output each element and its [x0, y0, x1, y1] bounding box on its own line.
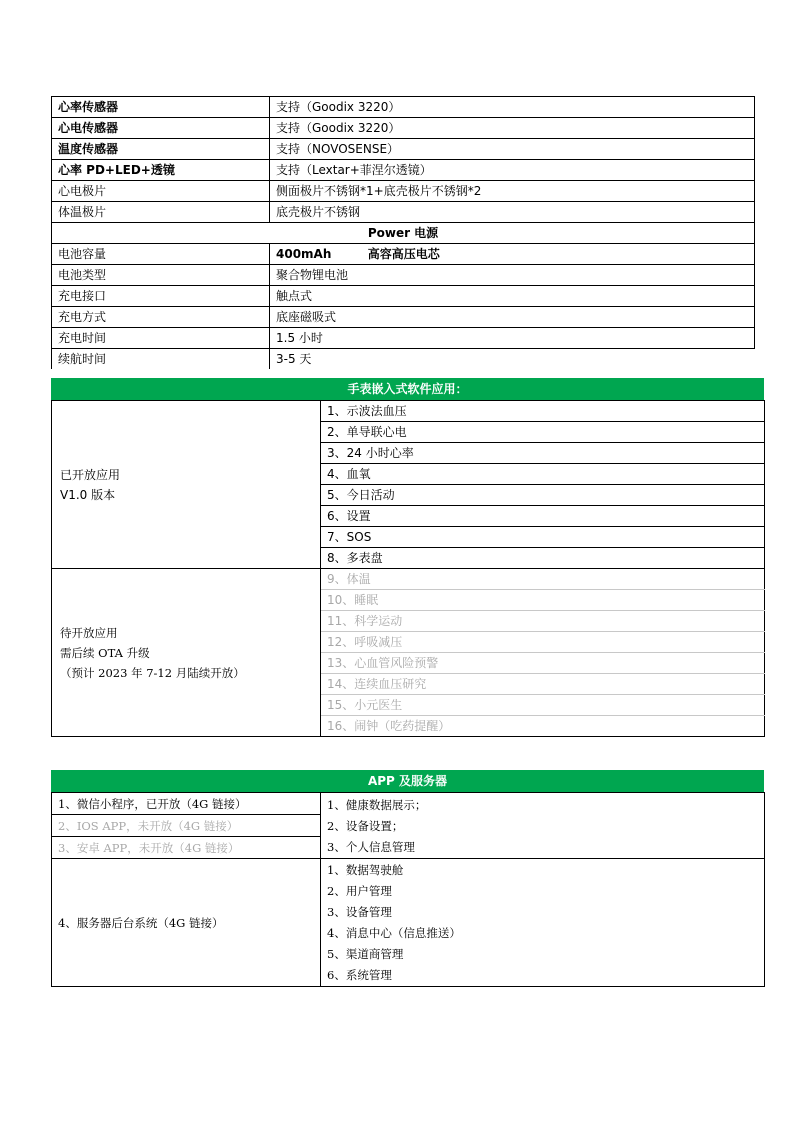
spec-label: 充电方式 — [52, 307, 270, 328]
server-feature: 2、用户管理 — [327, 884, 392, 898]
spec-value — [270, 244, 755, 265]
client-row — [52, 793, 765, 815]
open-app-item: 3、24 小时心率 — [321, 443, 765, 464]
open-apps-label-line: 已开放应用 — [60, 467, 121, 482]
open-apps-version: V1.0 版本 — [60, 487, 116, 502]
spec-value: 3-5 天 — [270, 349, 755, 370]
spec-row — [52, 349, 755, 370]
spec-row — [52, 118, 755, 139]
spec-value: 聚合物锂电池 — [270, 265, 755, 286]
power-title: Power 电源 — [52, 223, 755, 244]
embedded-apps-header: 手表嵌入式软件应用： — [51, 378, 764, 400]
spec-label: 续航时间 — [52, 349, 270, 370]
spec-label: 体温极片 — [52, 202, 270, 223]
spec-label: 心电传感器 — [52, 118, 270, 139]
spec-row — [52, 307, 755, 328]
app-service-header: APP 及服务器 — [51, 770, 764, 792]
pending-apps-label-line: 待开放应用 — [60, 625, 118, 640]
client-item: 3、安卓 APP，未开放（4G 链接） — [52, 837, 321, 859]
spec-value: 支持（NOVOSENSE） — [270, 139, 755, 160]
spec-value: 支持（Lextar+菲涅尔透镜） — [270, 160, 755, 181]
pending-app-item: 14、连续血压研究 — [321, 674, 765, 695]
spec-value: 侧面极片不锈钢*1+底壳极片不锈钢*2 — [270, 181, 755, 202]
client-feature: 3、个人信息管理 — [327, 840, 415, 854]
pending-app-item: 9、体温 — [321, 569, 765, 590]
app-service-table — [51, 792, 765, 987]
spec-row — [52, 265, 755, 286]
server-feature: 6、系统管理 — [327, 968, 392, 982]
open-app-item: 5、今日活动 — [321, 485, 765, 506]
pending-app-item: 16、闹钟（吃药提醒） — [321, 716, 765, 737]
spec-row — [52, 244, 755, 265]
open-app-item: 2、单导联心电 — [321, 422, 765, 443]
client-item: 1、微信小程序，已开放（4G 链接） — [52, 793, 321, 815]
server-feature: 4、消息中心（信息推送） — [327, 926, 461, 940]
power-header-row — [52, 223, 755, 244]
server-label: 4、服务器后台系统（4G 链接） — [52, 859, 321, 987]
pending-app-item: 13、心血管风险预警 — [321, 653, 765, 674]
spec-label: 电池容量 — [52, 244, 270, 265]
spec-value: 底壳极片不锈钢 — [270, 202, 755, 223]
battery-capacity-value: 400mAh — [276, 247, 332, 261]
pending-app-item: 11、科学运动 — [321, 611, 765, 632]
pending-app-item: 12、呼吸减压 — [321, 632, 765, 653]
server-feature: 1、数据驾驶舱 — [327, 863, 404, 877]
spec-label: 心电极片 — [52, 181, 270, 202]
spec-row — [52, 97, 755, 118]
spec-label: 心率 PD+LED+透镜 — [52, 160, 270, 181]
client-item: 2、IOS APP，未开放（4G 链接） — [52, 815, 321, 837]
pending-apps-schedule: （预计 2023 年 7-12 月陆续开放） — [60, 665, 245, 680]
open-app-item: 4、血氧 — [321, 464, 765, 485]
server-feature: 5、渠道商管理 — [327, 947, 404, 961]
open-app-item: 6、设置 — [321, 506, 765, 527]
client-feature: 2、设备设置； — [327, 819, 404, 833]
embedded-apps-table — [51, 400, 765, 737]
spec-label: 充电接口 — [52, 286, 270, 307]
server-feature: 3、设备管理 — [327, 905, 392, 919]
spec-value: 支持（Goodix 3220） — [270, 118, 755, 139]
spec-label: 温度传感器 — [52, 139, 270, 160]
open-app-item: 7、SOS — [321, 527, 765, 548]
spec-value: 触点式 — [270, 286, 755, 307]
spec-row — [52, 328, 755, 349]
open-app-item: 8、多表盘 — [321, 548, 765, 569]
pending-apps-ota-note: 需后续 OTA 升级 — [60, 645, 150, 660]
pending-app-item: 15、小元医生 — [321, 695, 765, 716]
spec-row — [52, 160, 755, 181]
spec-row — [52, 286, 755, 307]
battery-capacity-note: 高容高压电芯 — [367, 247, 440, 261]
spec-value: 底座磁吸式 — [270, 307, 755, 328]
open-app-item: 1、示波法血压 — [321, 401, 765, 422]
spec-row — [52, 202, 755, 223]
spec-table — [51, 96, 755, 369]
app-row — [52, 401, 765, 422]
pending-app-item: 10、睡眠 — [321, 590, 765, 611]
spec-row — [52, 139, 755, 160]
open-apps-label — [52, 401, 321, 569]
client-features — [321, 793, 765, 859]
spec-label: 电池类型 — [52, 265, 270, 286]
pending-apps-label — [52, 569, 321, 737]
spec-row — [52, 181, 755, 202]
app-row — [52, 569, 765, 590]
client-feature: 1、健康数据展示； — [327, 798, 427, 812]
server-row — [52, 859, 765, 987]
server-features — [321, 859, 765, 987]
spec-label: 充电时间 — [52, 328, 270, 349]
spec-label: 心率传感器 — [52, 97, 270, 118]
spec-value: 支持（Goodix 3220） — [270, 97, 755, 118]
spec-value: 1.5 小时 — [270, 328, 755, 349]
